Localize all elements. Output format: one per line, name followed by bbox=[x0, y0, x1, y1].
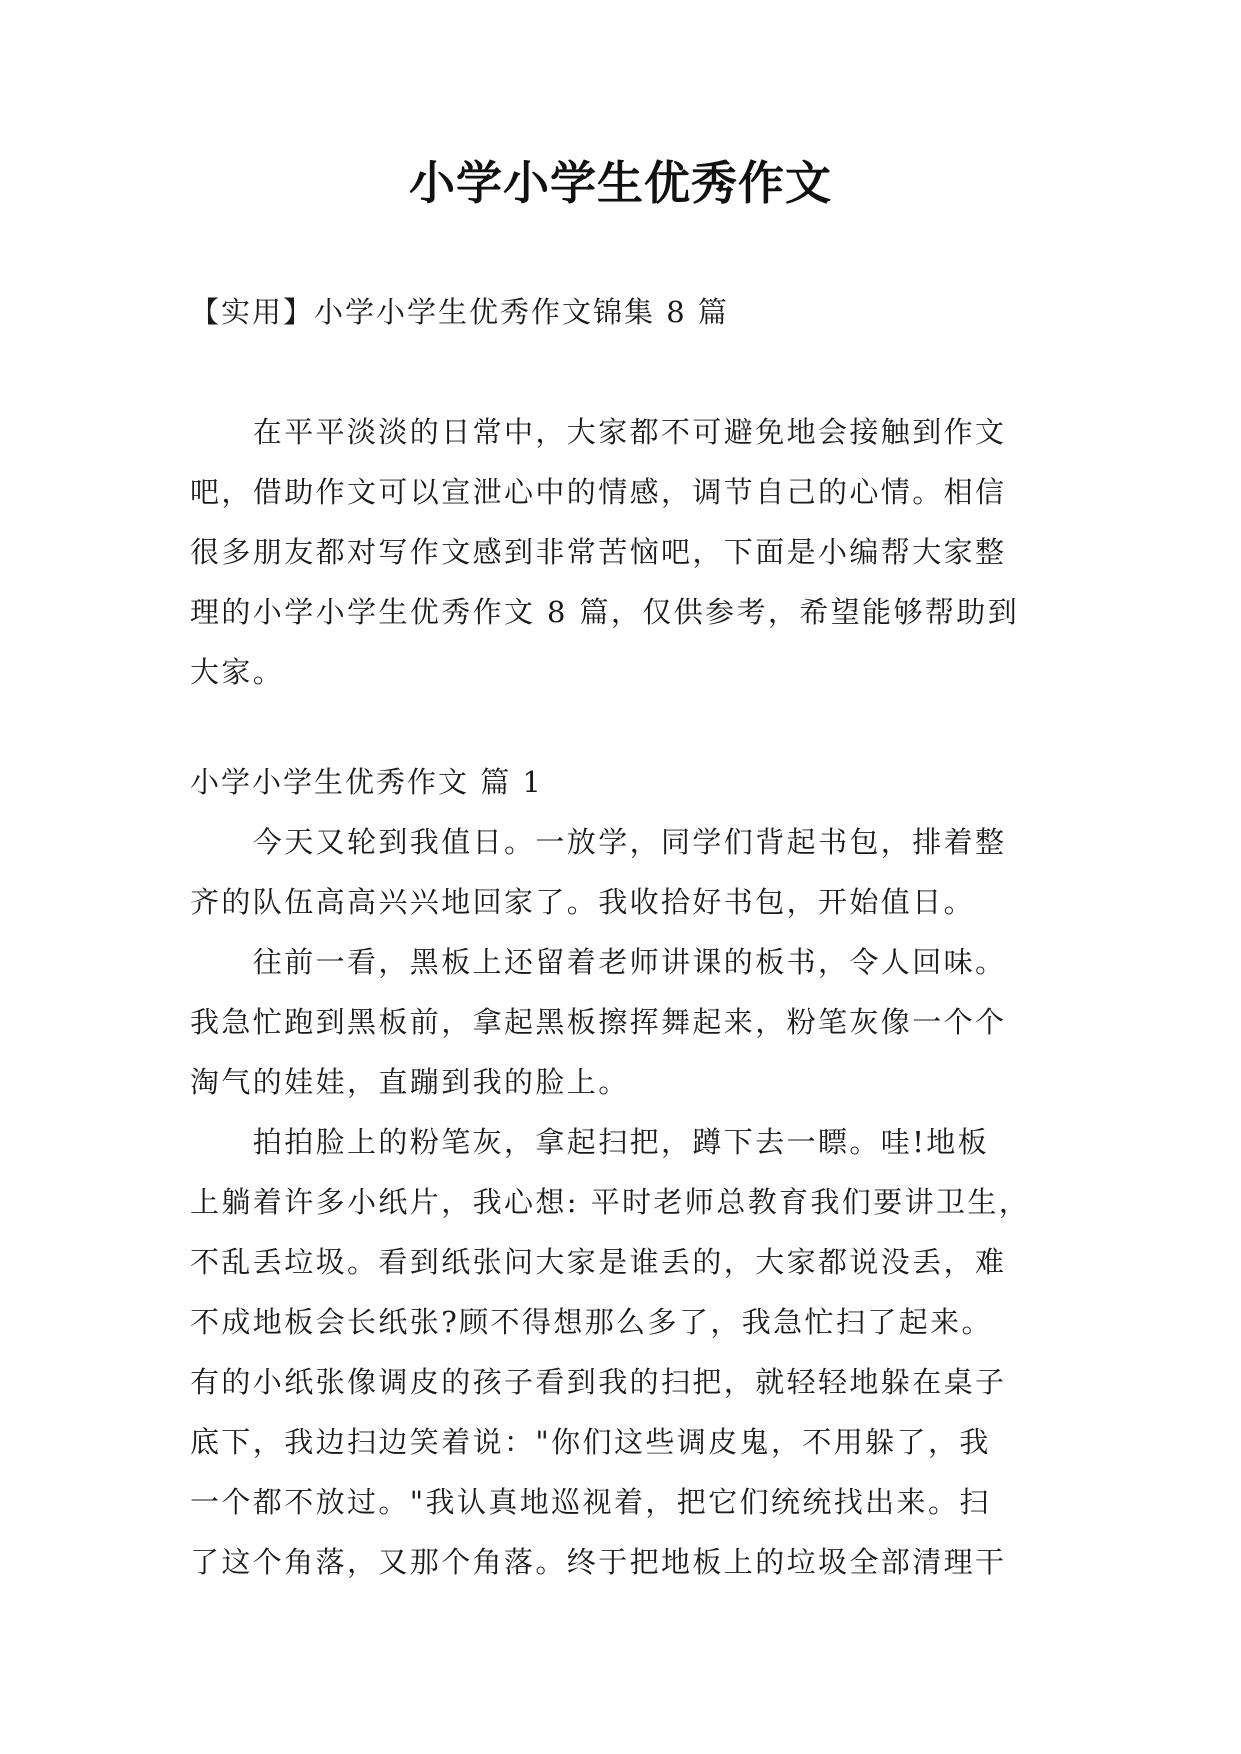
article-line: 不乱丢垃圾。看到纸张问大家是谁丢的，大家都说没丢，难 bbox=[190, 1245, 1007, 1279]
article-line: 今天又轮到我值日。一放学，同学们背起书包，排着整 bbox=[190, 825, 1007, 859]
page-title: 小学小学生优秀作文 bbox=[409, 156, 832, 210]
article-line: 拍拍脸上的粉笔灰，拿起扫把，蹲下去一瞟。哇!地板 bbox=[190, 1125, 990, 1159]
article-line: 我急忙跑到黑板前，拿起黑板擦挥舞起来，粉笔灰像一个个 bbox=[190, 1005, 1007, 1039]
section-heading: 小学小学生优秀作文 篇 1 bbox=[190, 765, 543, 799]
article-line: 一个都不放过。"我认真地巡视着，把它们统统找出来。扫 bbox=[190, 1485, 991, 1519]
intro-line: 很多朋友都对写作文感到非常苦恼吧，下面是小编帮大家整 bbox=[190, 535, 1007, 569]
document-subtitle: 【实用】小学小学生优秀作文锦集 8 篇 bbox=[190, 295, 729, 329]
article-line: 有的小纸张像调皮的孩子看到我的扫把，就轻轻地躲在桌子 bbox=[190, 1365, 1007, 1399]
intro-line: 大家。 bbox=[190, 655, 285, 689]
article-line: 淘气的娃娃，直蹦到我的脸上。 bbox=[190, 1065, 630, 1099]
intro-paragraph bbox=[190, 402, 1070, 702]
article-line: 往前一看，黑板上还留着老师讲课的板书，令人回味。 bbox=[190, 945, 1007, 979]
article-body bbox=[190, 812, 1070, 1592]
article-line: 了这个角落，又那个角落。终于把地板上的垃圾全部清理干 bbox=[190, 1545, 1007, 1579]
intro-line: 吧，借助作文可以宣泄心中的情感，调节自己的心情。相信 bbox=[190, 475, 1007, 509]
intro-line: 理的小学小学生优秀作文 8 篇，仅供参考，希望能够帮助到 bbox=[190, 595, 1020, 629]
article-line: 齐的队伍高高兴兴地回家了。我收拾好书包，开始值日。 bbox=[190, 885, 976, 919]
intro-line: 在平平淡淡的日常中，大家都不可避免地会接触到作文 bbox=[190, 415, 1007, 449]
article-line: 不成地板会长纸张?顾不得想那么多了，我急忙扫了起来。 bbox=[190, 1305, 993, 1339]
article-line: 底下，我边扫边笑着说："你们这些调皮鬼，不用躲了，我 bbox=[190, 1425, 991, 1459]
article-line: 上躺着许多小纸片，我心想: 平时老师总教育我们要讲卫生， bbox=[190, 1185, 1031, 1219]
